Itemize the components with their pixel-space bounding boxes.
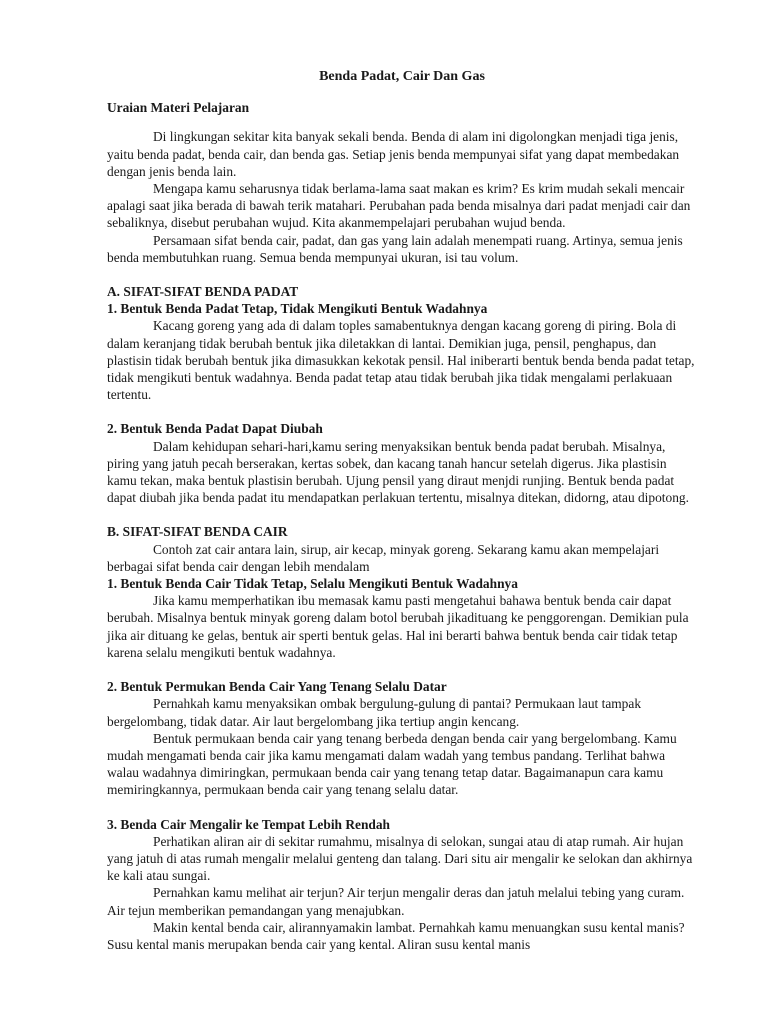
section-subtitle: Uraian Materi Pelajaran bbox=[107, 100, 250, 116]
intro-paragraph-3: Persamaan sifat benda cair, padat, dan gas yang lain adalah menempati ruang. Artinya, semua jenis benda membutuhkan ruang. Semua benda mempunyai ukuran, isi tau volum. bbox=[107, 232, 683, 265]
section-b-paragraph-3c: Makin kental benda cair, alirannyamakin lambat. Pernahkah kamu menuangkan susu kental manis? Susu kental manis merupakan benda cair yang kental. Aliran susu kental manis bbox=[107, 919, 685, 952]
section-b-subheading-2: 2. Bentuk Permukan Benda Cair Yang Tenang Selalu Datar bbox=[107, 679, 447, 695]
section-b-heading: B. SIFAT-SIFAT BENDA CAIR bbox=[107, 524, 288, 540]
section-a-heading: A. SIFAT-SIFAT BENDA PADAT bbox=[107, 284, 299, 300]
document-page bbox=[107, 68, 697, 953]
intro-paragraph-2: Mengapa kamu seharusnya tidak berlama-lama saat makan es krim? Es krim mudah sekali mencair apalagi saat jika berada di bawah terik matahari. Perubahan pada benda misalnya dari padat menjadi cair dan sebaliknya, disebut perubahan wujud. Kita akanmempelajari perubahan wujud benda. bbox=[107, 181, 691, 231]
section-b-paragraph-3a: Perhatikan aliran air di sekitar rumahmu, misalnya di selokan, sungai atau di atap rumah. Air hujan yang jatuh di atas rumah mengalir melalui genteng dan talang. Dari situ air mengalir ke selokan dan akhirnya ke kali atau sungai. bbox=[107, 833, 693, 884]
section-b-intro: Contoh zat cair antara lain, sirup, air kecap, minyak goreng. Sekarang kamu akan mempelajari berbagai sifat benda cair dengan lebih mendalam bbox=[107, 541, 660, 574]
section-a-subheading-2: 2. Bentuk Benda Padat Dapat Diubah bbox=[107, 421, 323, 437]
section-b-paragraph-2a: Pernahkah kamu menyaksikan ombak bergulung-gulung di pantai? Permukaan laut tampak bergelombang, tidak datar. Air laut bergelombang jika tertiup angin kencang. bbox=[107, 696, 642, 729]
section-a-paragraph-2: Dalam kehidupan sehari-hari,kamu sering menyaksikan bentuk benda padat berubah. Misalnya, piring yang jatuh pecah berserakan, kertas sobek, dan kacang tanah hancur setelah digerus. Jika plastisin kamu tekan, maka bentuk plastisin berubah. Ujung pensil yang diraut menjdi runjing. Bentuk benda padat dapat diubah jika benda padat itu mendapatkan perlakuan tertentu, misalnya ditekan, didorng, atau dipotong. bbox=[107, 438, 689, 506]
section-a-paragraph-1: Kacang goreng yang ada di dalam toples samabentuknya dengan kacang goreng di piring. Bola di dalam keranjang tidak berubah bentuk jika diletakkan di lantai. Demikian juga, pensil, penghapus, dan plastisin tidak berubah bentuk jika dimasukkan kekotak pensil. Hal iniberarti bentuk benda benda padat tetap, tidak mengikuti bentuk wadahnya. Benda padat tetap atau tidak berubah jika tidak mengalami perlakuaan tertentu. bbox=[107, 318, 695, 403]
section-b-paragraph-2b: Bentuk permukaan benda cair yang tenang berbeda dengan benda cair yang bergelombang. Kamu mudah mengamati benda cair jika kamu mengamati dalam wadah yang tembus pandang. Terlihat bahwa walau wadahnya dimiringkan, permukaan benda cair yang tenang tetap datar. Bagaimanapun cara kamu memiringkannya, permukaan benda cair yang tenang selalu datar. bbox=[107, 730, 677, 798]
section-b-subheading-3: 3. Benda Cair Mengalir ke Tempat Lebih Rendah bbox=[107, 816, 390, 832]
section-b-paragraph-3b: Pernahkan kamu melihat air terjun? Air terjun mengalir deras dan jatuh melalui tebing yang curam. Air tejun memberikan pemandangan yang menajubkan. bbox=[107, 885, 685, 918]
document-title: Benda Padat, Cair Dan Gas bbox=[319, 69, 485, 84]
intro-paragraph-1: Di lingkungan sekitar kita banyak sekali benda. Benda di alam ini digolongkan menjadi tiga jenis, yaitu benda padat, benda cair, dan benda gas. Setiap jenis benda mempunyai sifat yang dapat membedakan dengan jenis benda lain. bbox=[107, 129, 680, 179]
section-b-subheading-1: 1. Bentuk Benda Cair Tidak Tetap, Selalu Mengikuti Bentuk Wadahnya bbox=[107, 576, 518, 592]
section-b-paragraph-1: Jika kamu memperhatikan ibu memasak kamu pasti mengetahui bahawa bentuk benda cair dapat berubah. Misalnya bentuk minyak goreng dalam botol berubah jikadituang ke penggorengan. Demikian pula jika air dituang ke gelas, bentuk air sperti bentuk gelas. Hal ini berarti bahwa bentuk benda cair tidak tetap karena selalu mengikuti bentuk wadahnya. bbox=[107, 593, 689, 660]
section-a-subheading-1: 1. Bentuk Benda Padat Tetap, Tidak Mengikuti Bentuk Wadahnya bbox=[107, 301, 488, 317]
